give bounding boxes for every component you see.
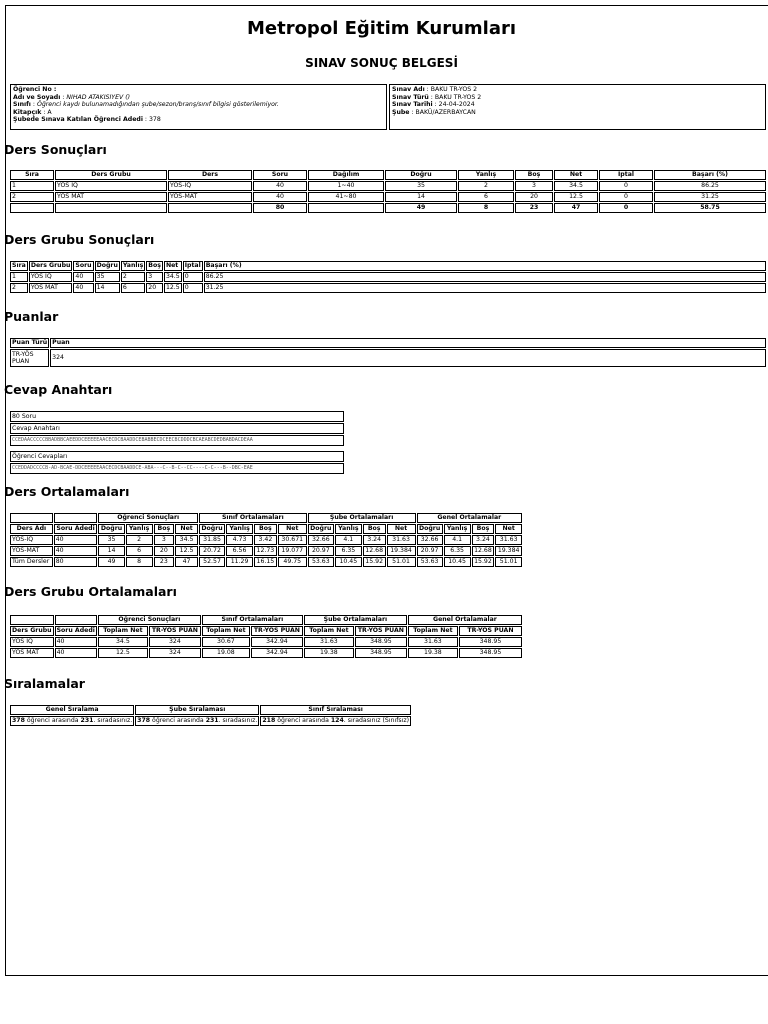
column-header: Soru Adedi [54,524,98,534]
student-answers-label: Öğrenci Cevapları [10,451,344,462]
table-cell: YÖS IQ [10,637,54,647]
table-cell: 32.66 [308,535,334,545]
table-cell: 324 [149,637,201,647]
table-cell: 2 [10,283,28,293]
table-cell: 47 [175,557,198,567]
exam-type-row: Sınav Türü : BAKU TR-YOS 2 [392,93,482,101]
document-subtitle: SINAV SONUÇ BELGESİ [305,56,458,70]
ranking-total: 218 [262,717,276,724]
ders-sonuclari-header: Yanlış [458,170,514,180]
table-cell: 23 [154,557,175,567]
table-cell: 19.384 [387,546,416,556]
table-row [10,535,522,545]
table-cell: 32.66 [417,535,443,545]
table-cell: 20.97 [308,546,334,556]
column-header: Yanlış [226,524,253,534]
answer-spacer [10,447,344,450]
ders-grubu-sonuclari-header: Sıra [12,262,26,269]
siralamalar-table [9,704,412,727]
ders-sonuclari-table [9,169,767,214]
table-cell: 86.25 [204,272,766,282]
student-booklet-row: Kitapçık : A [13,108,52,116]
table-cell: 10.45 [444,557,471,567]
table-cell: 49 [98,557,124,567]
table-cell: 348.95 [459,637,522,647]
ranking-header: Sınıf Sıralaması [260,705,411,715]
ders-sonuclari-header: İptal [599,170,653,180]
table-cell: 10.45 [335,557,362,567]
table-cell: 3.42 [254,535,277,545]
table-cell: 40 [253,181,307,191]
table-cell: 0 [183,283,203,293]
puan-cell: 324 [50,349,766,367]
table-cell: YÖS IQ [55,181,167,191]
ranking-cell [135,716,259,726]
student-answers-string: CCEDDADCCCCB-AD-BCAE-DDCEEEEEAACECDCBAADDCE-ABA---C--B-C--CC----C-C---B--DBC-EAE [10,463,344,474]
exam-info-box [389,84,766,130]
table-cell: 1~40 [308,181,384,191]
table-cell: 6 [126,546,153,556]
table-cell: 6 [458,192,514,202]
group-header: Genel Ortalamalar [417,513,522,523]
column-header: TR-YÖS PUAN [251,626,303,636]
table-cell: 51.01 [495,557,522,567]
total-cell [10,203,54,213]
group-header: Öğrenci Sonuçları [98,513,198,523]
total-cell: 47 [554,203,598,213]
ders-sonuclari-header: Ders [168,170,252,180]
table-cell: 20 [154,546,175,556]
table-cell: 20 [515,192,553,202]
table-cell: 86.25 [654,181,766,191]
table-row [10,637,522,647]
ders-sonuclari-header: Soru [253,170,307,180]
ranking-cell [10,716,134,726]
ranking-position: 231 [80,717,94,724]
column-header: Net [495,524,522,534]
column-header: Toplam Net [98,626,148,636]
group-header: Şube Ortalamaları [308,513,416,523]
exam-branch-row: Şube : BAKÜ/AZERBAYCAN [392,108,476,116]
group-header-blank [10,513,53,523]
column-header: Doğru [199,524,225,534]
table-cell: 348.95 [355,648,407,658]
exam-date-row: Sınav Tarihi : 24-04-2024 [392,101,475,109]
column-header: Net [387,524,416,534]
column-header: Ders Adı [10,524,53,534]
total-cell: 23 [515,203,553,213]
section-heading-ders-grubu-sonuclari: Ders Grubu Sonuçları [4,232,155,247]
section-heading-cevap-anahtari: Cevap Anahtarı [4,382,113,397]
group-header: Genel Ortalamalar [408,615,522,625]
ranking-suffix: . sıradasınız. [93,717,133,724]
table-cell: 31.85 [199,535,225,545]
section-heading-ders-sonuclari: Ders Sonuçları [4,142,107,157]
column-header: Yanlış [444,524,471,534]
table-cell: YÖS-IQ [168,181,252,191]
column-header: Boş [154,524,175,534]
table-cell: 12.5 [98,648,148,658]
table-cell: 35 [385,181,457,191]
question-count-cell: 80 Soru [10,411,344,422]
ranking-text: öğrenci arasında [24,717,81,724]
total-cell: 58.75 [654,203,766,213]
ranking-cell [260,716,411,726]
table-row [10,181,766,191]
ders-grubu-sonuclari-header: Net [164,261,182,271]
student-info-box [10,84,387,130]
puan-turu-header: Puan Türü [12,339,48,346]
table-cell: 2 [458,181,514,191]
table-cell: 14 [98,546,124,556]
ranking-text: öğrenci arasında [150,717,206,724]
table-cell: 12.68 [472,546,495,556]
table-cell: 12.5 [165,284,180,291]
table-cell: 3 [515,181,553,191]
column-header: TR-YÖS PUAN [149,626,201,636]
table-cell: 41~80 [308,192,384,202]
puanlar-table [9,337,767,368]
column-header: Doğru [417,524,443,534]
total-cell: 49 [385,203,457,213]
ders-ortalamalari-table [9,512,523,568]
table-cell: 34.5 [165,273,180,280]
institution-title: Metropol Eğitim Kurumları [246,18,517,39]
table-cell: 34.5 [175,535,198,545]
table-cell: 11.29 [226,557,253,567]
ders-grubu-sonuclari-header: İptal [184,262,201,269]
table-cell: 342.94 [251,648,303,658]
ranking-text: öğrenci arasında [275,717,331,724]
table-cell: 20 [146,283,163,293]
table-cell: YÖS-MAT [10,546,53,556]
table-cell: YÖS-MAT [168,192,252,202]
table-row [10,546,522,556]
table-cell: 2 [126,535,153,545]
table-cell: 1 [10,272,28,282]
table-cell: 342.94 [251,637,303,647]
table-cell: 30.67 [202,637,250,647]
table-cell: 8 [126,557,153,567]
ranking-suffix: . sıradasınız (Sınıfsız) [343,717,409,724]
exam-name-row: Sınav Adı : BAKU TR-YOS 2 [392,86,478,93]
group-header: Öğrenci Sonuçları [98,615,201,625]
table-cell: 3.24 [472,535,495,545]
table-cell: 34.5 [554,181,598,191]
table-cell: YÖS MAT [10,648,54,658]
column-header: Toplam Net [304,626,354,636]
student-name-row: Adı ve Soyadı : NIHAD ATAKISIYEV () [13,93,131,101]
table-cell: 12.5 [554,192,598,202]
table-cell: 51.01 [387,557,416,567]
table-cell: 40 [73,283,93,293]
ders-grubu-sonuclari-header: Soru [75,262,92,269]
table-cell: 19.077 [278,546,307,556]
table-total-row [10,203,766,213]
ders-grubu-ortalamalari-table [9,614,523,659]
table-cell: 20.72 [199,546,225,556]
ders-sonuclari-header: Boş [515,170,553,180]
column-header: Yanlış [335,524,362,534]
table-cell: 16.15 [254,557,277,567]
column-header: Toplam Net [408,626,458,636]
group-header-blank [10,615,54,625]
section-heading-siralamalar: Sıralamalar [4,676,85,691]
table-cell: 19.38 [408,648,458,658]
table-cell: 1 [10,181,54,191]
table-cell: 6.35 [444,546,471,556]
student-count-row: Şubede Sınava Katılan Öğrenci Adedi : 378 [13,116,161,124]
table-cell: 53.63 [308,557,334,567]
table-cell: 53.63 [417,557,443,567]
column-header: Boş [254,524,277,534]
table-cell: 31.63 [408,637,458,647]
group-header: Şube Ortalamaları [304,615,407,625]
total-cell: 80 [253,203,307,213]
table-cell: 0 [599,192,653,202]
total-cell [55,203,167,213]
table-cell: YÖS-IQ [10,535,53,545]
ders-sonuclari-header: Doğru [385,170,457,180]
table-row [10,283,766,293]
table-cell: 6.35 [335,546,362,556]
table-cell: 31.63 [304,637,354,647]
table-cell: 35 [98,535,124,545]
table-cell: 3.24 [363,535,386,545]
table-cell: 12.68 [363,546,386,556]
table-cell: 6.56 [226,546,253,556]
ders-sonuclari-header: Dağılım [308,170,384,180]
table-cell: 14 [385,192,457,202]
table-cell: 324 [149,648,201,658]
table-cell: 31.63 [495,535,522,545]
table-cell: 20.97 [417,546,443,556]
column-header: Ders Grubu [12,627,52,634]
table-cell: 4.1 [444,535,471,545]
ders-sonuclari-header: Ders Grubu [55,170,167,180]
table-cell: 30.671 [278,535,307,545]
ders-grubu-sonuclari-header: Doğru [96,262,118,269]
table-cell: 49.75 [278,557,307,567]
puan-header: Puan [50,338,766,348]
table-cell: 35 [95,272,120,282]
ders-grubu-sonuclari-header: Boş [148,262,161,269]
table-cell: 348.95 [459,648,522,658]
table-cell: YÖS IQ [29,272,73,282]
table-cell: 0 [183,272,203,282]
table-cell: YÖS MAT [29,283,73,293]
student-no-row: Öğrenci No : [13,86,57,93]
table-cell: 15.92 [472,557,495,567]
ranking-header: Genel Sıralama [10,705,134,715]
table-row [10,648,522,658]
total-cell: 0 [599,203,653,213]
table-cell: 40 [73,272,93,282]
table-cell: 31.63 [387,535,416,545]
student-class-row: Sınıfı : Öğrenci kaydı bulunamadığından şube/sezon/branş/sınıf bilgisi gösterilemiyor. [13,101,279,109]
group-header: Sınıf Ortalamaları [202,615,303,625]
table-cell: 19.384 [495,546,522,556]
table-cell: 4.73 [226,535,253,545]
table-row [10,192,766,202]
ders-sonuclari-header: Net [554,170,598,180]
column-header: Toplam Net [202,626,250,636]
table-cell: 3 [146,272,163,282]
table-cell: 31.25 [654,192,766,202]
table-cell: 348.95 [355,637,407,647]
section-heading-puanlar: Puanlar [4,309,59,324]
table-cell: 40 [55,648,97,658]
cevap-anahtari-table [9,410,345,475]
table-cell: 12.5 [175,546,198,556]
table-cell: 40 [55,637,97,647]
ranking-suffix: . sıradasınız. [218,717,258,724]
table-cell: 19.38 [304,648,354,658]
ranking-position: 124 [330,717,344,724]
table-cell: 52.57 [199,557,225,567]
table-cell: 40 [253,192,307,202]
table-cell: Tüm Dersler [10,557,53,567]
answer-key-label: Cevap Anahtarı [10,423,344,434]
table-row [10,557,522,567]
total-cell: 8 [458,203,514,213]
table-row [10,272,766,282]
ranking-total: 378 [12,717,25,724]
section-heading-ders-ortalamalari: Ders Ortalamaları [4,484,130,499]
column-header: TR-YÖS PUAN [459,626,522,636]
table-cell: 80 [54,557,98,567]
table-cell: 4.1 [335,535,362,545]
ders-sonuclari-header: Sıra [10,170,54,180]
column-header: Doğru [98,524,124,534]
ders-grubu-sonuclari-header: Başarı (%) [204,261,766,271]
column-header: TR-YÖS PUAN [355,626,407,636]
table-cell: 19.08 [202,648,250,658]
table-cell: 15.92 [363,557,386,567]
table-cell: 6 [121,283,145,293]
column-header: Soru Adedi [56,627,95,634]
total-cell [168,203,252,213]
table-cell: 2 [121,272,145,282]
ders-sonuclari-header: Başarı (%) [654,170,766,180]
ranking-position: 231 [205,717,219,724]
table-cell: 40 [54,546,98,556]
column-header: Net [175,524,198,534]
column-header: Boş [363,524,386,534]
column-header: Net [278,524,307,534]
table-cell: 14 [95,283,120,293]
answer-key-string: CCEDAACCCCCBBADBBCAEEDDCEEEEEAACECDCBAADDCEBABBECDCEECBCDDDCBCAEABCDEDBABDACDEAA [10,435,344,446]
group-header-blank [54,513,98,523]
ranking-total: 378 [137,717,151,724]
group-header-blank [55,615,97,625]
table-cell: 12.73 [254,546,277,556]
table-cell: 0 [599,181,653,191]
column-header: Boş [472,524,495,534]
table-cell: 3 [154,535,175,545]
table-cell: 34.5 [98,637,148,647]
ders-grubu-sonuclari-header: Yanlış [122,262,144,269]
column-header: Doğru [308,524,334,534]
ranking-header: Şube Sıralaması [135,705,259,715]
ders-grubu-sonuclari-table [9,260,767,294]
table-cell: 2 [10,192,54,202]
table-cell: YÖS MAT [55,192,167,202]
total-cell [308,203,384,213]
puan-turu-cell: TR-YÖS PUAN [10,349,49,367]
table-cell: 31.25 [204,283,766,293]
ders-grubu-sonuclari-header: Ders Grubu [30,262,71,269]
section-heading-ders-grubu-ortalamalari: Ders Grubu Ortalamaları [4,584,177,599]
column-header: Yanlış [126,524,153,534]
table-cell: 40 [54,535,98,545]
group-header: Sınıf Ortalamaları [199,513,307,523]
